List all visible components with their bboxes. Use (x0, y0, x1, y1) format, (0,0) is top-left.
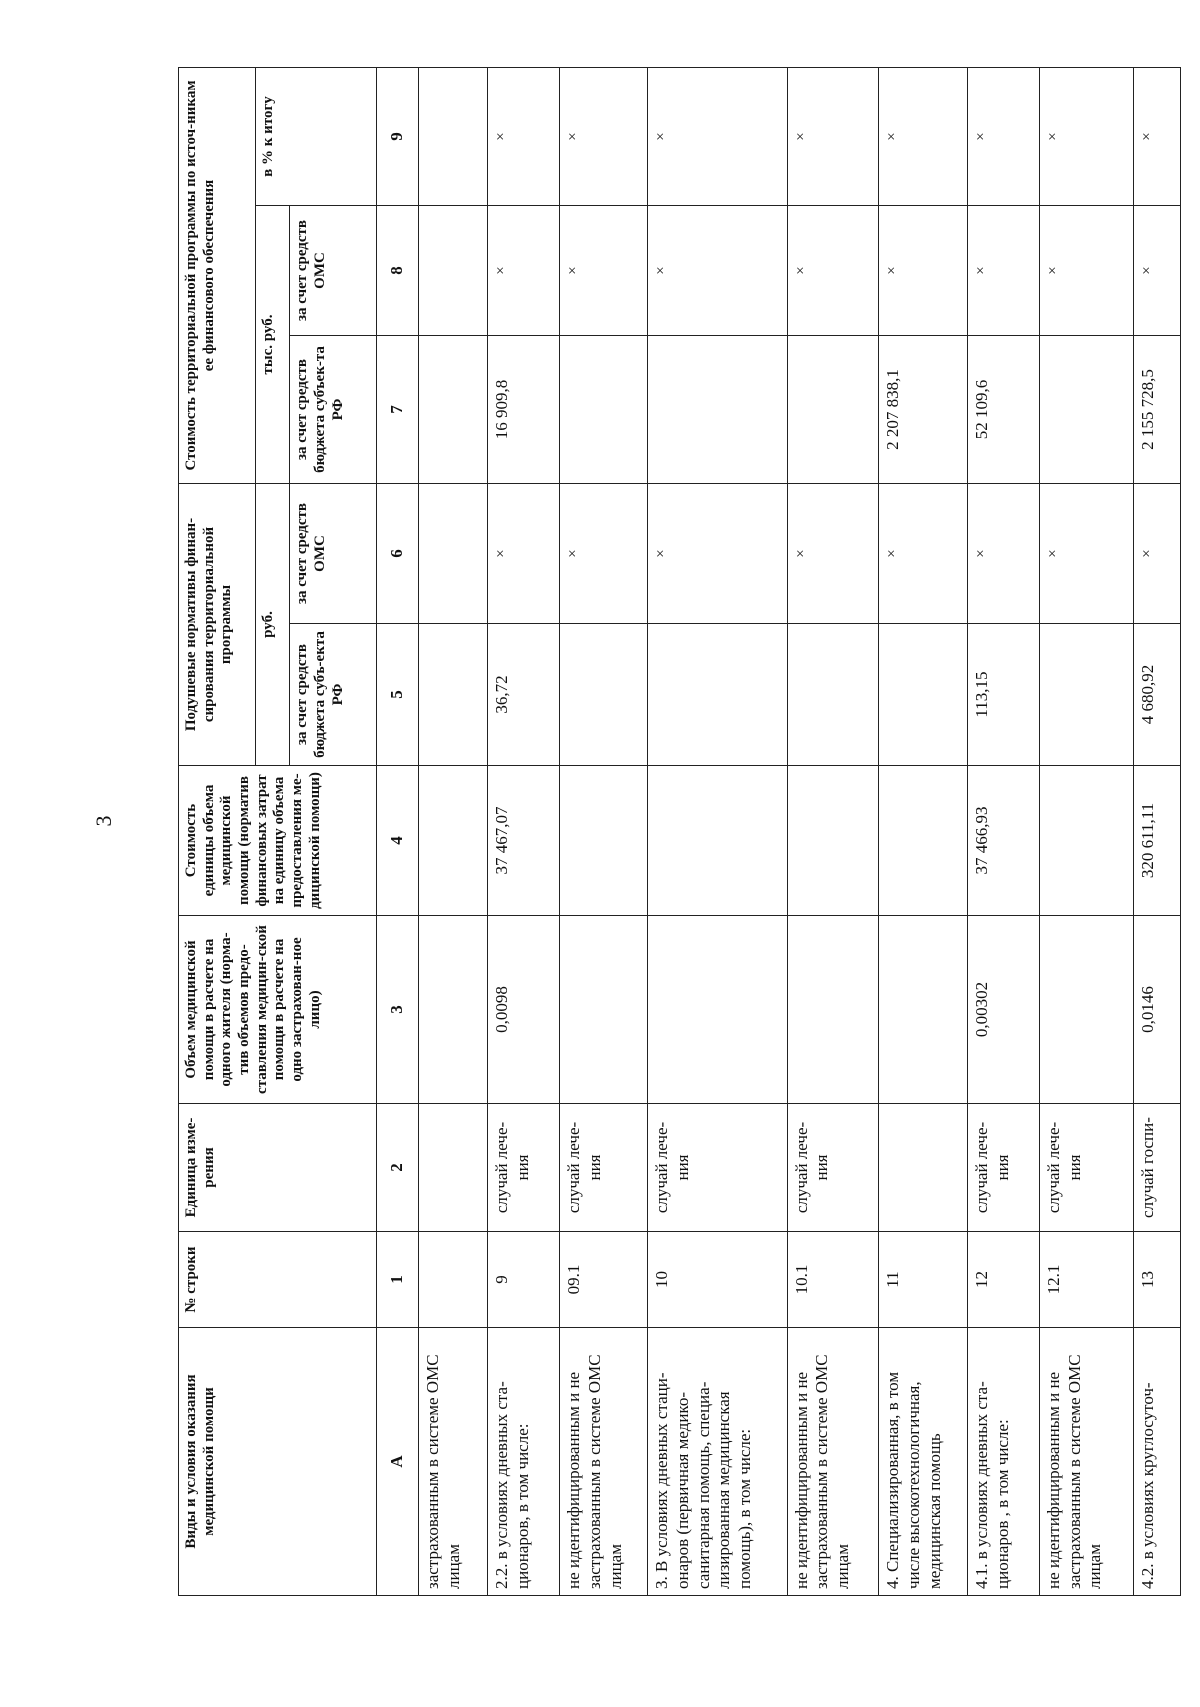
table-row (419, 67, 488, 1595)
cell-c6: × (560, 484, 648, 624)
cell-unit (419, 1104, 488, 1232)
cell-c9 (419, 67, 488, 205)
header-group-norm: Подушевые нормативы финан-сирования территориальной программы (179, 484, 256, 766)
cell-vol: 0,0098 (488, 916, 560, 1104)
header-col-4: Стоимость единицы объема медицинской помощи (норматив финансовых затрат на единицу объема предоставления ме-дицинской помощи) (179, 766, 377, 916)
cell-c6: × (488, 484, 560, 624)
cell-c5 (560, 624, 648, 766)
cell-a: 4.1. в условиях дневных ста-ционаров , в том числе: (968, 1328, 1040, 1596)
cell-c5: 36,72 (488, 624, 560, 766)
cell-a: не идентифицированным и не застрахованным в системе ОМС лицам (560, 1328, 648, 1596)
cell-vol: 0,0146 (1133, 916, 1180, 1104)
col-number: 9 (376, 67, 418, 205)
table-body (419, 67, 1181, 1595)
cell-unit: случай лече-ния (648, 1104, 787, 1232)
cell-unit: случай лече-ния (968, 1104, 1040, 1232)
table-row (879, 67, 968, 1595)
cell-c5 (1039, 624, 1133, 766)
cell-cost (1039, 766, 1133, 916)
col-number: А (376, 1328, 418, 1596)
header-group-cost: Стоимость территориальной программы по источ-никам ее финансового обеспечения (179, 67, 256, 483)
cell-n: 13 (1133, 1232, 1180, 1328)
cell-cost: 37 466,93 (968, 766, 1040, 916)
header-col-7: за счет средств бюджета субъек-та РФ (290, 336, 377, 484)
col-number: 2 (376, 1104, 418, 1232)
cell-c6: × (968, 484, 1040, 624)
cell-vol (560, 916, 648, 1104)
col-number: 1 (376, 1232, 418, 1328)
cell-n: 10 (648, 1232, 787, 1328)
financing-table (178, 67, 1181, 1596)
table-row (968, 67, 1040, 1595)
col-number: 4 (376, 766, 418, 916)
header-col-3: Объем медицинской помощи в расчете на одного жителя (норма-тив объемов предо-ставления медицин-ской помощи в расчете на одно застрахован-ное лицо) (179, 916, 377, 1104)
cell-c6: × (879, 484, 968, 624)
cell-n: 10.1 (787, 1232, 879, 1328)
cell-c5 (419, 624, 488, 766)
header-col-pct: в % к итогу (255, 67, 376, 205)
cell-c7 (787, 336, 879, 484)
cell-c5: 4 680,92 (1133, 624, 1180, 766)
cell-a: не идентифицированным и не застрахованным в системе ОМС лицам (1039, 1328, 1133, 1596)
header-col-5: за счет средств бюджета субъ-екта РФ (290, 624, 377, 766)
cell-vol (1039, 916, 1133, 1104)
cell-c6: × (648, 484, 787, 624)
cell-c8: × (787, 206, 879, 336)
cell-c6: × (787, 484, 879, 624)
cell-c7: 2 155 728,5 (1133, 336, 1180, 484)
cell-c9: × (968, 67, 1040, 205)
cell-c8: × (560, 206, 648, 336)
cell-n (419, 1232, 488, 1328)
col-number: 7 (376, 336, 418, 484)
cell-a: 4. Специализированная, в том числе высокотехнологичная, медицинская помощь (879, 1328, 968, 1596)
cell-c7: 2 207 838,1 (879, 336, 968, 484)
page-number: 3 (91, 815, 116, 827)
cell-c8 (419, 206, 488, 336)
header-col-6: за счет средств ОМС (290, 484, 377, 624)
header-col-a: Виды и условия оказания медицинской помощи (179, 1328, 377, 1596)
cell-n: 11 (879, 1232, 968, 1328)
cell-c9: × (1039, 67, 1133, 205)
cell-n: 12 (968, 1232, 1040, 1328)
cell-cost: 320 611,11 (1133, 766, 1180, 916)
cell-c8: × (488, 206, 560, 336)
cell-c8: × (1133, 206, 1180, 336)
cell-c6: × (1133, 484, 1180, 624)
cell-c6 (419, 484, 488, 624)
cell-n: 9 (488, 1232, 560, 1328)
cell-c7: 16 909,8 (488, 336, 560, 484)
cell-c5 (787, 624, 879, 766)
cell-cost: 37 467,07 (488, 766, 560, 916)
cell-c8: × (879, 206, 968, 336)
cell-a: не идентифицированным и не застрахованным в системе ОМС лицам (787, 1328, 879, 1596)
col-number: 3 (376, 916, 418, 1104)
cell-cost (648, 766, 787, 916)
cell-c9: × (560, 67, 648, 205)
cell-c9: × (1133, 67, 1180, 205)
cell-a: 2.2. в условиях дневных ста-ционаров, в том числе: (488, 1328, 560, 1596)
cell-c5 (648, 624, 787, 766)
cell-unit: случай лече-ния (560, 1104, 648, 1232)
cell-c8: × (968, 206, 1040, 336)
cell-vol (648, 916, 787, 1104)
cell-c9: × (787, 67, 879, 205)
table-row (648, 67, 787, 1595)
cell-c7 (1039, 336, 1133, 484)
cell-unit: случай лече-ния (1039, 1104, 1133, 1232)
cell-c9: × (488, 67, 560, 205)
col-number: 8 (376, 206, 418, 336)
table-row (1039, 67, 1133, 1595)
cell-c8: × (648, 206, 787, 336)
cell-c7 (648, 336, 787, 484)
cell-c7 (560, 336, 648, 484)
cell-a: 3. В условиях дневных стаци-онаров (первичная медико-санитарная помощь, специа-лизированная медицинская помощь), в том числе: (648, 1328, 787, 1596)
cell-c7: 52 109,6 (968, 336, 1040, 484)
rotated-table-wrapper (178, 68, 1181, 1596)
header-unit-rub: руб. (255, 484, 290, 766)
cell-n: 09.1 (560, 1232, 648, 1328)
table-row (1133, 67, 1180, 1595)
cell-a: застрахованным в системе ОМС лицам (419, 1328, 488, 1596)
header-col-1: № строки (179, 1232, 377, 1328)
cell-c9: × (648, 67, 787, 205)
cell-c5: 113,15 (968, 624, 1040, 766)
cell-c7 (419, 336, 488, 484)
table-row (488, 67, 560, 1595)
cell-unit (879, 1104, 968, 1232)
col-number: 6 (376, 484, 418, 624)
cell-a: 4.2. в условиях круглосуточ- (1133, 1328, 1180, 1596)
cell-vol (419, 916, 488, 1104)
header-col-8: за счет средств ОМС (290, 206, 377, 336)
cell-c5 (879, 624, 968, 766)
cell-c9: × (879, 67, 968, 205)
table-row (787, 67, 879, 1595)
cell-cost (879, 766, 968, 916)
cell-vol (787, 916, 879, 1104)
cell-vol (879, 916, 968, 1104)
cell-unit: случай лече-ния (488, 1104, 560, 1232)
cell-cost (560, 766, 648, 916)
cell-vol: 0,00302 (968, 916, 1040, 1104)
header-unit-thousand: тыс. руб. (255, 206, 290, 484)
cell-cost (787, 766, 879, 916)
cell-n: 12.1 (1039, 1232, 1133, 1328)
cell-unit: случай госпи- (1133, 1104, 1180, 1232)
cell-c8: × (1039, 206, 1133, 336)
table-row (560, 67, 648, 1595)
header-col-2: Единица изме-рения (179, 1104, 377, 1232)
col-number: 5 (376, 624, 418, 766)
cell-unit: случай лече-ния (787, 1104, 879, 1232)
cell-c6: × (1039, 484, 1133, 624)
cell-cost (419, 766, 488, 916)
